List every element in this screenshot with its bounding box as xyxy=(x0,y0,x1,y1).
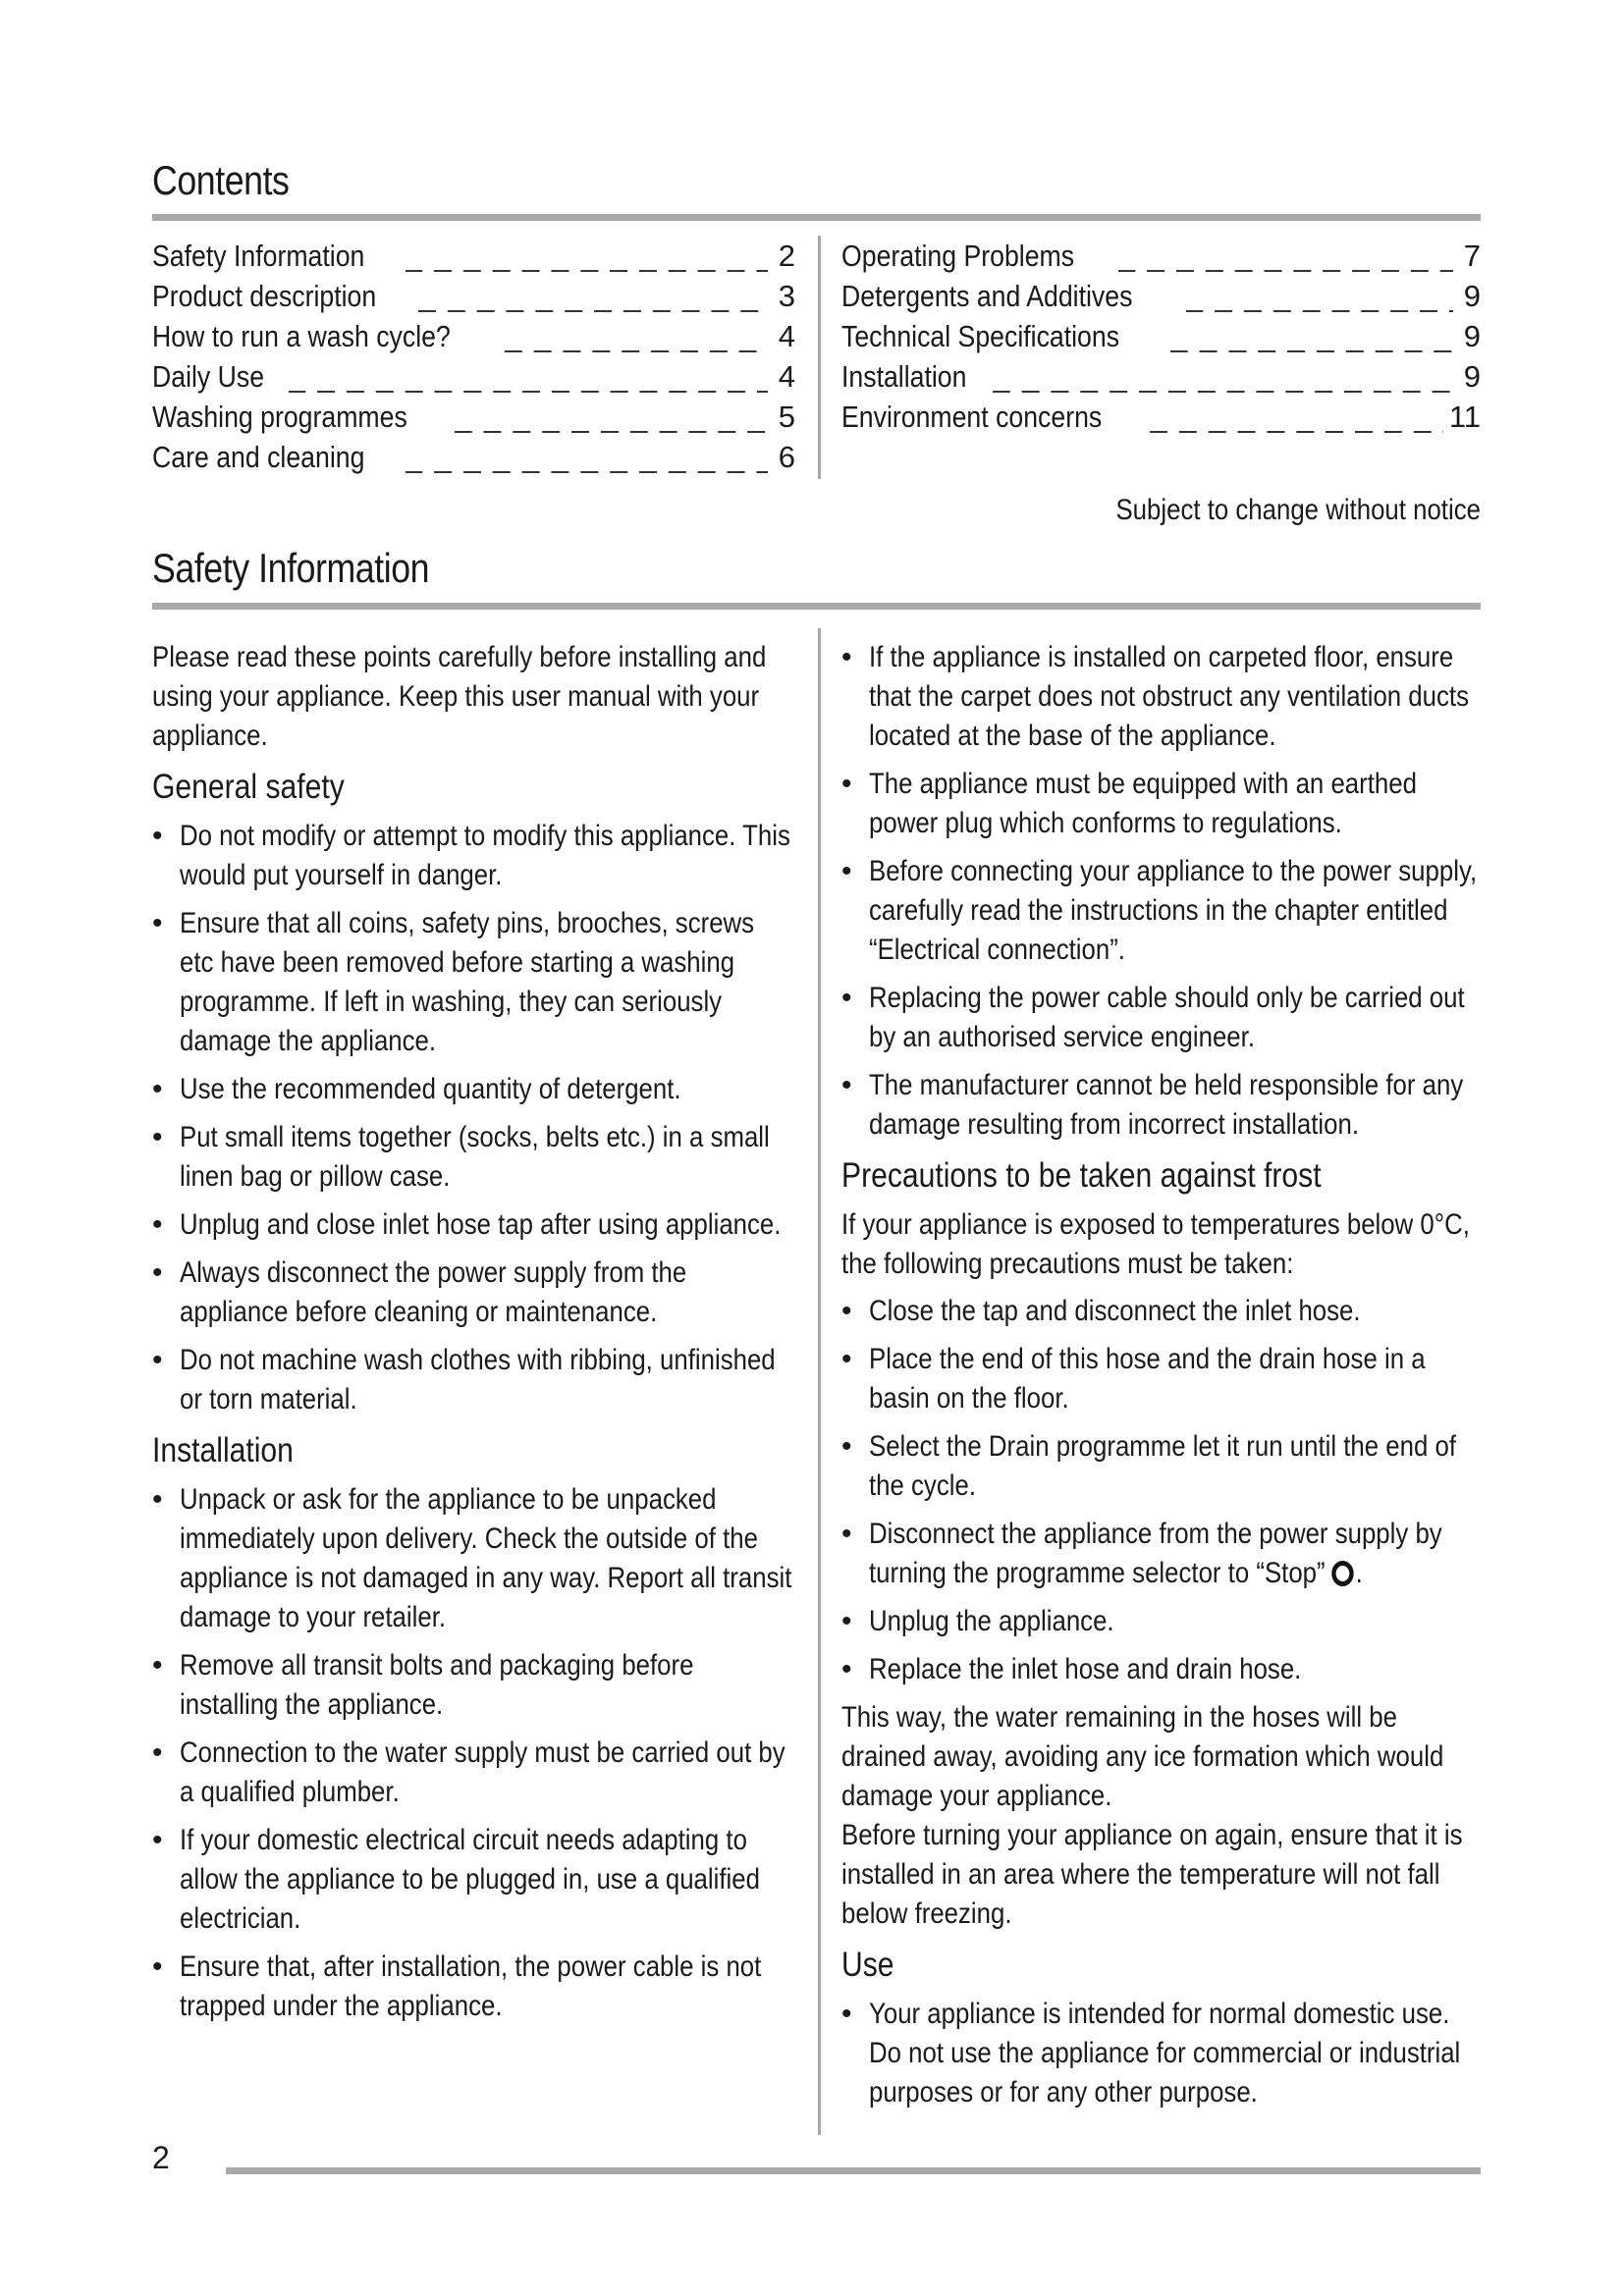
list-item: • Always disconnect the power supply from the appliance before cleaning or maintenance. xyxy=(152,1254,795,1332)
footer-rule xyxy=(226,2167,1481,2174)
toc-leader xyxy=(1118,236,1453,276)
toc-label: Care and cleaning xyxy=(152,440,365,474)
list-item: • Disconnect the appliance from the power supply by turning the programme selector to “Stop” . xyxy=(841,1515,1481,1593)
frost-stop-list xyxy=(841,1515,1481,1593)
list-item: • If the appliance is installed on carpeted floor, ensure that the carpet does not obstruct any ventilation ducts located at the base of the appliance. xyxy=(841,638,1481,756)
general-safety-heading: General safety xyxy=(152,768,345,806)
safety-left-column xyxy=(152,638,795,2035)
toc-label: Washing programmes xyxy=(152,400,407,434)
frost-outro-1: This way, the water remaining in the hoses will be drained away, avoiding any ice formation which would damage your appliance. xyxy=(841,1701,1444,1812)
list-item: • Your appliance is intended for normal domestic use. Do not use the appliance for commercial or industrial purposes or for any other purpose. xyxy=(841,1995,1481,2112)
frost-heading: Precautions to be taken against frost xyxy=(841,1156,1322,1195)
toc-leader xyxy=(993,356,1453,397)
frost-intro: If your appliance is exposed to temperatures below 0°C, the following precautions must be taken: xyxy=(841,1208,1470,1280)
toc-leader xyxy=(455,397,768,437)
toc-page-number: 9 xyxy=(1463,319,1481,353)
toc-label: Product description xyxy=(152,279,377,313)
installation-continued-list xyxy=(841,638,1481,1145)
list-item: • Place the end of this hose and the drain hose in a basin on the floor. xyxy=(841,1340,1481,1418)
installation-heading: Installation xyxy=(152,1431,294,1469)
safety-intro: Please read these points carefully before installing and using your appliance. Keep this user manual with your appliance. xyxy=(152,641,767,752)
frost-list-continued xyxy=(841,1602,1481,1689)
toc-label: Installation xyxy=(841,359,967,394)
list-item: • If your domestic electrical circuit needs adapting to allow the appliance to be plugged in, use a qualified electrician. xyxy=(152,1821,795,1939)
list-item: • Select the Drain programme let it run until the end of the cycle. xyxy=(841,1427,1481,1506)
toc-leader xyxy=(418,276,768,316)
toc-entry xyxy=(841,316,1481,356)
contents-rule xyxy=(152,214,1481,221)
toc-label: Technical Specifications xyxy=(841,319,1120,353)
toc-page-number: 9 xyxy=(1463,279,1481,313)
list-item: • Ensure that, after installation, the power cable is not trapped under the appliance. xyxy=(152,1948,795,2026)
list-item: • Before connecting your appliance to the power supply, carefully read the instructions in the chapter entitled “Electrical connection”. xyxy=(841,852,1481,970)
toc-label: Detergents and Additives xyxy=(841,279,1133,313)
toc-page-number: 9 xyxy=(1463,359,1481,394)
toc-label: How to run a wash cycle? xyxy=(152,319,451,353)
list-item: • Connection to the water supply must be carried out by a qualified plumber. xyxy=(152,1734,795,1812)
list-item: • Put small items together (socks, belts etc.) in a small linen bag or pillow case. xyxy=(152,1118,795,1197)
list-item: • Remove all transit bolts and packaging before installing the appliance. xyxy=(152,1646,795,1725)
toc-leader xyxy=(406,236,768,276)
toc-entry xyxy=(152,276,795,316)
toc-page-number: 7 xyxy=(1463,239,1481,273)
safety-right-column xyxy=(841,638,1481,2121)
toc-entry xyxy=(152,437,795,477)
toc-right-column xyxy=(841,236,1481,437)
list-item: • Unplug the appliance. xyxy=(841,1602,1481,1641)
stop-icon xyxy=(1331,1561,1353,1586)
toc-entry xyxy=(841,356,1481,397)
toc-entry xyxy=(152,356,795,397)
frost-list xyxy=(841,1292,1481,1506)
toc-entry xyxy=(152,397,795,437)
toc-page-number: 5 xyxy=(778,400,795,434)
toc-leader xyxy=(1150,397,1442,437)
toc-page-number: 2 xyxy=(778,239,795,273)
toc-entry xyxy=(841,276,1481,316)
use-list xyxy=(841,1995,1481,2112)
list-item: • The manufacturer cannot be held responsible for any damage resulting from incorrect installation. xyxy=(841,1066,1481,1145)
toc-leader xyxy=(1186,276,1453,316)
toc-page-number: 4 xyxy=(778,359,795,394)
general-safety-list xyxy=(152,817,795,1419)
list-item: • Do not machine wash clothes with ribbing, unfinished or torn material. xyxy=(152,1341,795,1419)
toc-left-column xyxy=(152,236,795,477)
list-item: • Unplug and close inlet hose tap after using appliance. xyxy=(152,1205,795,1245)
toc-label: Environment concerns xyxy=(841,400,1103,434)
list-item: • The appliance must be equipped with an earthed power plug which conforms to regulations. xyxy=(841,765,1481,843)
toc-page-number: 3 xyxy=(778,279,795,313)
toc-leader xyxy=(406,437,768,477)
toc-page-number: 11 xyxy=(1448,400,1481,434)
toc-label: Operating Problems xyxy=(841,239,1075,273)
safety-rule xyxy=(152,603,1481,610)
use-heading: Use xyxy=(841,1946,894,1984)
toc-page-number: 6 xyxy=(778,440,795,474)
frost-outro-2: Before turning your appliance on again, ensure that it is installed in an area where the temperature will not fall below freezing. xyxy=(841,1819,1463,1930)
toc-leader xyxy=(289,356,768,397)
list-item: • Replace the inlet hose and drain hose. xyxy=(841,1650,1481,1689)
toc-divider xyxy=(818,236,821,479)
list-item: • Replacing the power cable should only be carried out by an authorised service engineer. xyxy=(841,979,1481,1057)
column-divider xyxy=(818,628,821,2135)
list-item: • Use the recommended quantity of detergent. xyxy=(152,1070,795,1109)
toc-leader xyxy=(1170,316,1453,356)
toc-leader xyxy=(505,316,768,356)
list-item: • Close the tap and disconnect the inlet hose. xyxy=(841,1292,1481,1331)
list-item: • Unpack or ask for the appliance to be unpacked immediately upon delivery. Check the outside of the appliance is not damaged in any way. Report all transit damage to your retailer. xyxy=(152,1480,795,1637)
list-item: • Do not modify or attempt to modify this appliance. This would put yourself in danger. xyxy=(152,817,795,895)
toc-entry xyxy=(841,397,1481,437)
change-notice: Subject to change without notice xyxy=(1115,494,1481,526)
safety-title: Safety Information xyxy=(152,545,430,591)
installation-list xyxy=(152,1480,795,2026)
toc-label: Daily Use xyxy=(152,359,265,394)
toc-entry xyxy=(841,236,1481,276)
toc-entry xyxy=(152,236,795,276)
toc-page-number: 4 xyxy=(778,319,795,353)
toc-entry xyxy=(152,316,795,356)
list-item: • Ensure that all coins, safety pins, brooches, screws etc have been removed before starting a washing programme. If left in washing, they can seriously damage the appliance. xyxy=(152,904,795,1061)
contents-title: Contents xyxy=(152,157,290,203)
toc-label: Safety Information xyxy=(152,239,365,273)
page-number: 2 xyxy=(152,2140,170,2175)
